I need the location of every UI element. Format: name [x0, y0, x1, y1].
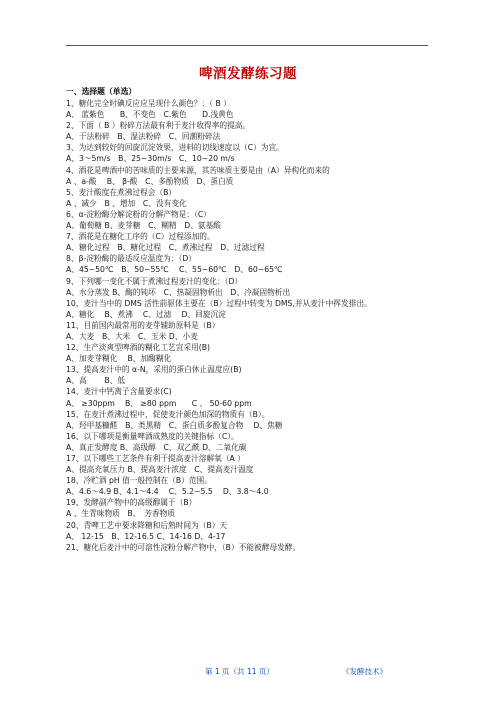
- question-line: 10、麦汁当中的 DMS 活性前驱体主要在（B）过程中转变为 DMS,并从麦汁中挥发排出。: [66, 298, 372, 308]
- question-line: 8、β-淀粉酶的最适反应温度为：（D）: [66, 254, 196, 264]
- page-number: 第 1 页（共 11 页）: [205, 667, 274, 676]
- question-line: A、 12-15 B、12-16.5 C、14-16 D、4-17: [66, 531, 226, 541]
- question-line: 2、下面（ B ）粉碎方法最有利于麦汁收得率的提高。: [66, 121, 251, 131]
- question-line: 7、酒花是在糖化工序的（C）过程添加的。: [66, 232, 215, 242]
- question-line: 11、目前国内最常用的麦芽辅助原料是（B）: [66, 320, 220, 330]
- question-line: 20、青啤工艺中要求降糖和后熟时间为（B）天: [66, 520, 228, 530]
- question-line: 1、糖化完全时碘反应应呈现什么颜色？：（ B ）: [66, 99, 231, 108]
- question-line: A、糖化 B、煮沸 C、过滤 D、回旋沉淀: [66, 309, 226, 319]
- question-line: A、羟甲基糠醛 B、类黑精 C、蛋白质多酚复合物 D、焦糖: [66, 420, 283, 430]
- question-line: A、水分蒸发 B、酶的钝坏 C、热凝固物析出 D、冷凝固物析出: [66, 287, 291, 297]
- question-line: 15、在麦汁煮沸过程中，促使麦汁颜色加深的物质有（B）。: [66, 409, 270, 419]
- question-line: A、 ≥30ppm B、 ≥80 ppm C 、 50-60 ppm: [66, 398, 252, 408]
- question-line: 3、为达到较好的回旋沉淀效果，进料的切线速度以（C）为宜。: [66, 143, 284, 153]
- question-line: 16、以下哪项是衡量啤酒成熟度的关键指标（C）。: [66, 431, 239, 441]
- question-line: 12、生产淡爽型啤酒的糊化工艺宜采用(B): [66, 343, 211, 353]
- question-line: 14、麦汁中钙离子含量要求(C): [66, 387, 172, 397]
- question-line: A、 蓝紫色 B、不变色 C.紫色 D.浅黄色: [66, 110, 234, 120]
- question-line: 4、酒花是啤酒中的苦味质的主要来源，其苦味质主要是由（A）异构化而来的: [66, 165, 330, 175]
- question-line: A 、生青味物质 B、 芳香物质: [66, 509, 176, 519]
- question-line: A 、a-酸 B、 β-酸 C、多酚物质 D、蛋白质: [66, 176, 234, 186]
- question-line: A、干法粉碎 B、湿法粉碎 C、回潮粉碎法: [66, 132, 221, 142]
- question-line: 18、冷贮酒 pH 值一般控制在（B）范围。: [66, 476, 212, 486]
- question-line: 19、发酵副产物中的高级醇属于（B）: [66, 498, 197, 508]
- question-line: A、大麦 B、大米 C、玉米 D、小麦: [66, 331, 198, 341]
- question-line: A、高 B、低: [66, 376, 126, 386]
- question-line: A、提高充氧压力 B、提高麦汁浓度 C、提高麦汁温度: [66, 465, 254, 475]
- question-line: 9、下列哪一变化不属于煮沸过程麦汁的变化：（D）: [66, 276, 243, 286]
- question-list: [66, 98, 446, 553]
- question-line: A、3～5m/s B、25~30m/s C、10~20 m/s: [66, 154, 235, 164]
- question-line: 13、提高麦汁中的 α-N，采用的蛋白休止温度应(B): [66, 365, 242, 375]
- question-line: 17、以下哪些工艺条件有利于提高麦汁溶解氧（A ）: [66, 454, 245, 463]
- question-line: A、45~50℃ B、50~55℃ C、55~60℃ D、60~65℃: [66, 265, 283, 275]
- question-line: A、真正发酵度 B、高级醇 C、双乙酰 D、二氧化碳: [66, 442, 247, 452]
- page-title: 啤酒发酵练习题: [199, 66, 297, 82]
- question-line: 6、α-淀粉酶分解淀粉的分解产物是：（C）: [66, 209, 211, 219]
- question-line: 21、糖化后麦汁中的可溶性淀粉分解产物中，（B）不能被酵母发酵。: [66, 542, 301, 552]
- question-line: A、4.6～4.9 B、4.1～4.4 C、5.2~5.5 D、3.8～4.0: [66, 487, 269, 497]
- question-line: A 、减少 B 、增加 C、没有变化: [66, 198, 187, 208]
- question-line: A、糖化过程 B、糖化过程 C、煮沸过程 D、过滤过程: [66, 243, 265, 253]
- question-line: A、葡萄糖 B、麦芽糖 C、糊精 D、氨基酸: [66, 221, 221, 231]
- document-name: 《发酵技术》: [342, 667, 387, 676]
- section-heading: 一、选择题（单选）: [66, 87, 137, 96]
- question-line: 5、麦汁酸度在煮沸过程会（B）: [66, 187, 177, 197]
- question-line: A、加麦芽糊化 B、加酶糊化: [66, 354, 172, 364]
- header-rule: [66, 45, 428, 46]
